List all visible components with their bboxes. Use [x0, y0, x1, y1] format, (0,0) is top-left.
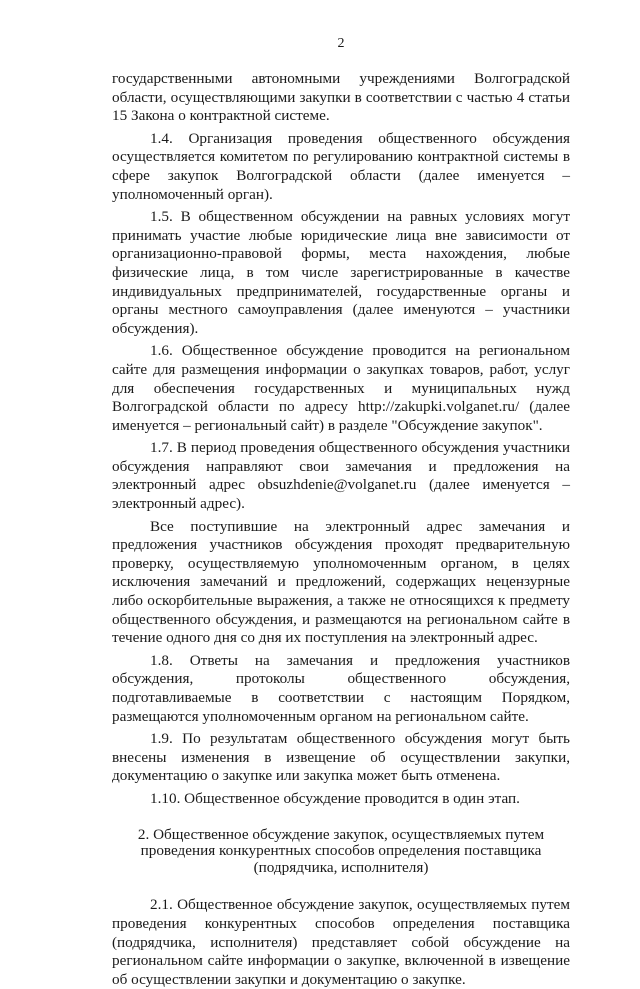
paragraph: 1.6. Общественное обсуждение проводится на региональном сайте для размещения информации о закупках товаров, работ, услуг для обеспечения государственных и муниципальных нужд Волгоградской области по адресу http://zakupki.volganet.ru/ (далее именуется – региональный сайт) в разделе "Обсуждение закупок".	[112, 342, 570, 434]
paragraphs-bottom	[112, 896, 570, 989]
paragraph: 1.7. В период проведения общественного обсуждения участники обсуждения направляют свои замечания и предложения на электронный адрес obsuzhdenie@volganet.ru (далее именуется – электронный адрес).	[112, 439, 570, 513]
section-title-line-2: проведения конкурентных способов определения поставщика	[140, 842, 542, 860]
paragraphs-top	[112, 70, 570, 809]
page-number: 2	[337, 36, 345, 51]
paragraph: 1.10. Общественное обсуждение проводится в один этап.	[150, 789, 520, 807]
paragraph: Все поступившие на электронный адрес замечания и предложения участников обсуждения проходят предварительную проверку, осуществляемую уполномоченным органом, в целях исключения замечаний и предложений, содержащих нецензурные либо оскорбительные выражения, а также не относящихся к предмету общественного обсуждения, и размещаются на региональном сайте в течение одного дня со дня их поступления на электронный адрес.	[112, 517, 570, 647]
paragraph: 2.1. Общественное обсуждение закупок, осуществляемых путем проведения конкурентных способов определения поставщика (подрядчика, исполнителя) представляет собой обсуждение на региональном сайте информации о закупке, включенной в извещение об осуществлении закупки и документацию о закупке.	[112, 896, 570, 988]
paragraph: 1.5. В общественном обсуждении на равных условиях могут принимать участие любые юридические лица вне зависимости от организационно-правовой формы, места нахождения, любые физические лица, в том числе зарегистрированные в качестве индивидуальных предпринимателей, государственные органы и органы местного самоуправления (далее именуются – участники обсуждения).	[112, 208, 570, 337]
paragraph: 1.4. Организация проведения общественного обсуждения осуществляется комитетом по регулированию контрактной системы в сфере закупок Волгоградской области (далее именуется – уполномоченный орган).	[112, 129, 570, 203]
paragraph: 1.9. По результатам общественного обсуждения могут быть внесены изменения в извещение об осуществлении закупки, документацию о закупке или закупка может быть отменена.	[112, 730, 570, 785]
section-title-line-3: (подрядчика, исполнителя)	[253, 858, 429, 876]
section-title	[112, 827, 570, 877]
paragraph: государственными автономными учреждениями Волгоградской области, осуществляющими закупки в соответствии с частью 4 статьи 15 Закона о контрактной системе.	[112, 70, 570, 125]
section-title-line-1: 2. Общественное обсуждение закупок, осуществляемых путем	[137, 825, 545, 843]
document-body	[112, 70, 570, 989]
paragraph: 1.8. Ответы на замечания и предложения участников обсуждения, протоколы общественного обсуждения, подготавливаемые в соответствии с настоящим Порядком, размещаются уполномоченным органом на региональном сайте.	[112, 651, 570, 725]
